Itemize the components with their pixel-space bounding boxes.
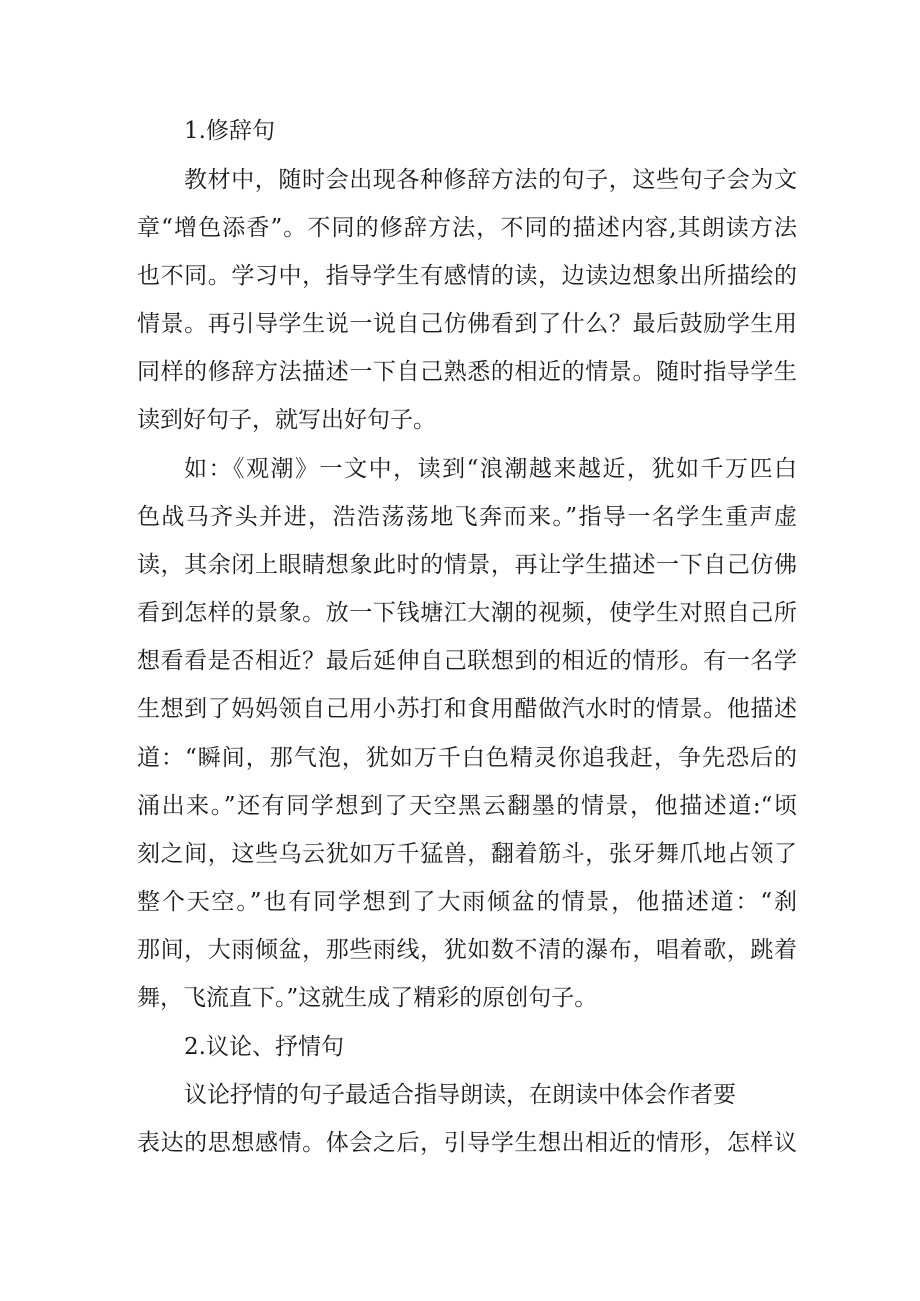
paragraph-line: 生想到了妈妈领自己用小苏打和食用醋做汽水时的情景。他描述	[137, 696, 797, 722]
paragraph-line: 涌出来。”还有同学想到了天空黑云翻墨的情景，他描述道:“顷	[137, 793, 797, 819]
paragraph-line: 舞，飞流直下。”这就生成了精彩的原创句子。	[137, 985, 598, 1011]
paragraph-line: 也不同。学习中，指导学生有感情的读，边读边想象出所描绘的	[137, 263, 797, 289]
heading-rhetorical-sentences: 1.修辞句	[184, 118, 275, 144]
paragraph-line: 教材中，随时会出现各种修辞方法的句子，这些句子会为文	[184, 167, 797, 193]
paragraph-line: 道：“瞬间，那气泡，犹如万千白色精灵你追我赶，争先恐后的	[137, 745, 797, 771]
paragraph-line: 章“增色添香”。不同的修辞方法，不同的描述内容,其朗读方法	[137, 215, 797, 241]
paragraph-line: 读到好句子，就写出好句子。	[137, 407, 436, 433]
paragraph-line: 如：《观潮》一文中，读到“浪潮越来越近，犹如千万匹白	[184, 456, 797, 482]
paragraph-line: 表达的思想感情。体会之后，引导学生想出相近的情形，怎样议	[137, 1130, 797, 1156]
paragraph-line: 议论抒情的句子最适合指导朗读，在朗读中体会作者要	[184, 1082, 736, 1108]
paragraph-line: 同样的修辞方法描述一下自己熟悉的相近的情景。随时指导学生	[137, 359, 797, 385]
paragraph-line: 整个天空。”也有同学想到了大雨倾盆的情景，他描述道：“刹	[137, 889, 797, 915]
paragraph-line: 读，其余闭上眼睛想象此时的情景，再让学生描述一下自己仿佛	[137, 552, 797, 578]
paragraph-line: 情景。再引导学生说一说自己仿佛看到了什么？最后鼓励学生用	[137, 311, 797, 337]
heading-argument-lyric-sentences: 2.议论、抒情句	[184, 1034, 344, 1060]
paragraph-line: 色战马齐头并进，浩浩荡荡地飞奔而来。”指导一名学生重声虚	[137, 504, 797, 530]
paragraph-line: 看到怎样的景象。放一下钱塘江大潮的视频，使学生对照自己所	[137, 600, 797, 626]
paragraph-line: 那间，大雨倾盆，那些雨线，犹如数不清的瀑布，唱着歌，跳着	[137, 937, 797, 963]
paragraph-line: 刻之间，这些乌云犹如万千猛兽，翻着筋斗，张牙舞爪地占领了	[137, 841, 797, 867]
paragraph-line: 想看看是否相近？最后延伸自己联想到的相近的情形。有一名学	[137, 648, 797, 674]
